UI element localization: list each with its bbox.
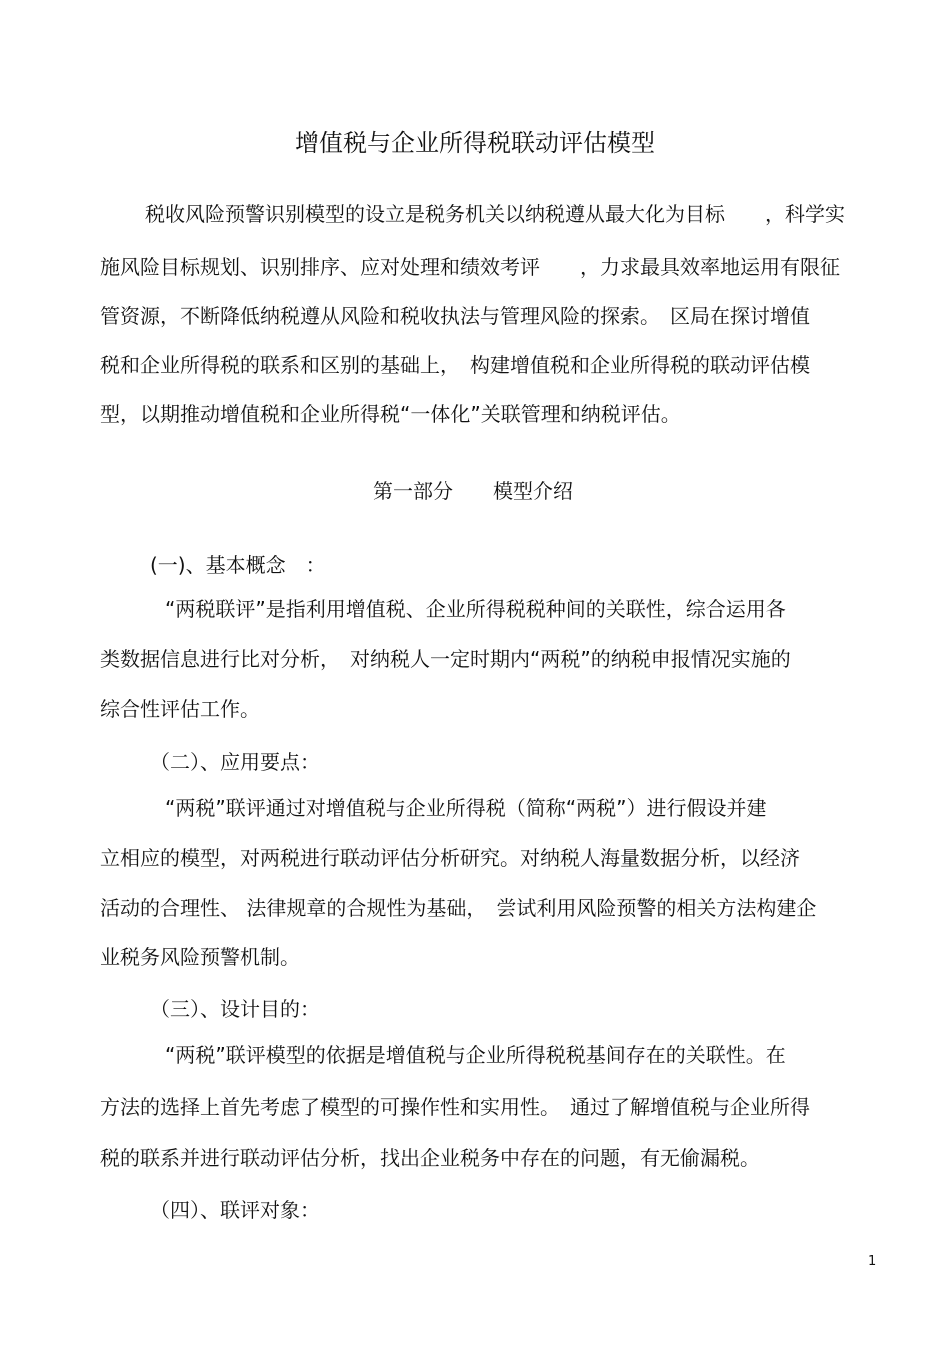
intro-line: 管资源，不断降低纳税遵从风险和税收执法与管理风险的探索。 区局在探讨增值: [100, 304, 810, 328]
section-line: 方法的选择上首先考虑了模型的可操作性和实用性。 通过了解增值税与企业所得: [100, 1095, 810, 1119]
intro-line: 施风险目标规划、识别排序、应对处理和绩效考评 ，力求最具效率地运用有限征: [100, 255, 840, 279]
section-line: “两税”联评通过对增值税与企业所得税（简称“两税”）进行假设并建: [165, 796, 767, 820]
section-heading: （三）、设计目的：: [150, 997, 320, 1021]
section-heading: （二）、应用要点：: [150, 750, 320, 774]
intro-line: 税和企业所得税的联系和区别的基础上， 构建增值税和企业所得税的联动评估模: [100, 353, 810, 377]
section-line: 税的联系并进行联动评估分析，找出企业税务中存在的问题，有无偷漏税。: [100, 1146, 760, 1170]
section-line: 类数据信息进行比对分析， 对纳税人一定时期内“两税”的纳税申报情况实施的: [100, 647, 791, 671]
section-line: 业税务风险预警机制。: [100, 945, 300, 969]
document-title: 增值税与企业所得税联动评估模型: [295, 129, 655, 157]
intro-line: 型，以期推动增值税和企业所得税“一体化”关联管理和纳税评估。: [100, 402, 681, 426]
section-heading: (一)、基本概念 ：: [150, 553, 326, 577]
section-line: 综合性评估工作。: [100, 697, 260, 721]
intro-line: 税收风险预警识别模型的设立是税务机关以纳税遵从最大化为目标 ，科学实: [145, 202, 845, 226]
section-line: “两税联评”是指利用增值税、企业所得税税种间的关联性，综合运用各: [165, 597, 786, 621]
section-line: 立相应的模型，对两税进行联动评估分析研究。对纳税人海量数据分析，以经济: [100, 846, 800, 870]
part-heading: 第一部分 模型介绍: [373, 479, 573, 503]
section-heading: （四）、联评对象：: [150, 1198, 320, 1222]
page-number: 1: [868, 1254, 877, 1269]
section-line: 活动的合理性、 法律规章的合规性为基础， 尝试利用风险预警的相关方法构建企: [100, 896, 817, 920]
section-line: “两税”联评模型的依据是增值税与企业所得税税基间存在的关联性。在: [165, 1043, 786, 1067]
